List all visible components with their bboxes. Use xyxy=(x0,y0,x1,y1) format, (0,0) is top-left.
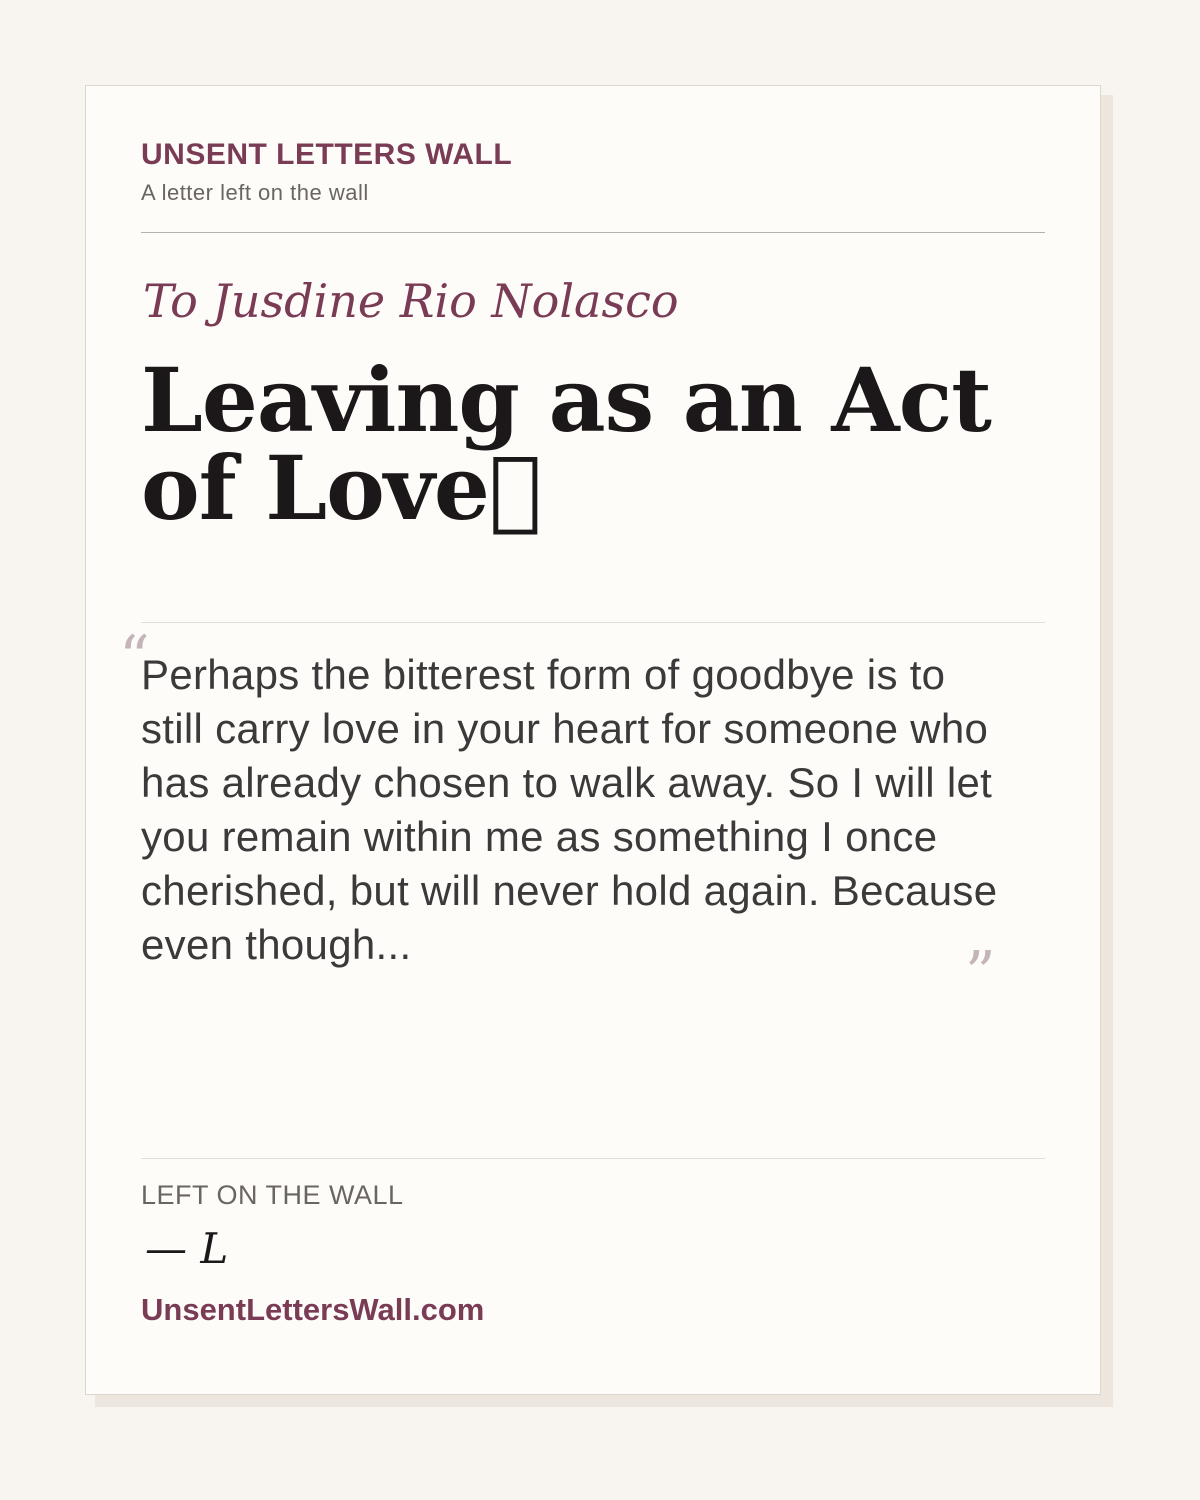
header-divider xyxy=(141,232,1045,233)
footer-label: LEFT ON THE WALL xyxy=(141,1180,404,1210)
close-quote-icon: ” xyxy=(965,939,996,1009)
letter-content xyxy=(119,86,1045,1394)
website-link[interactable]: UnsentLettersWall.com xyxy=(141,1292,485,1327)
letter-title: Leaving as an Act of Love  xyxy=(141,348,991,540)
title-divider xyxy=(141,622,1045,623)
footer-divider xyxy=(141,1158,1045,1159)
signature: — L xyxy=(145,1224,229,1273)
letter-excerpt: Perhaps the bitterest form of goodbye is to still carry love in your heart for someone who has already chosen to walk away. So I will let you remain within me as something I once cherished, but will never hold again. Because even though... xyxy=(141,651,998,968)
letter-recipient: To Jusdine Rio Nolasco xyxy=(143,274,679,328)
brand-tagline: A letter left on the wall xyxy=(141,180,369,205)
brand-name: UNSENT LETTERS WALL xyxy=(141,138,513,171)
letter-card xyxy=(85,85,1101,1395)
open-quote-icon: “ xyxy=(119,623,150,693)
